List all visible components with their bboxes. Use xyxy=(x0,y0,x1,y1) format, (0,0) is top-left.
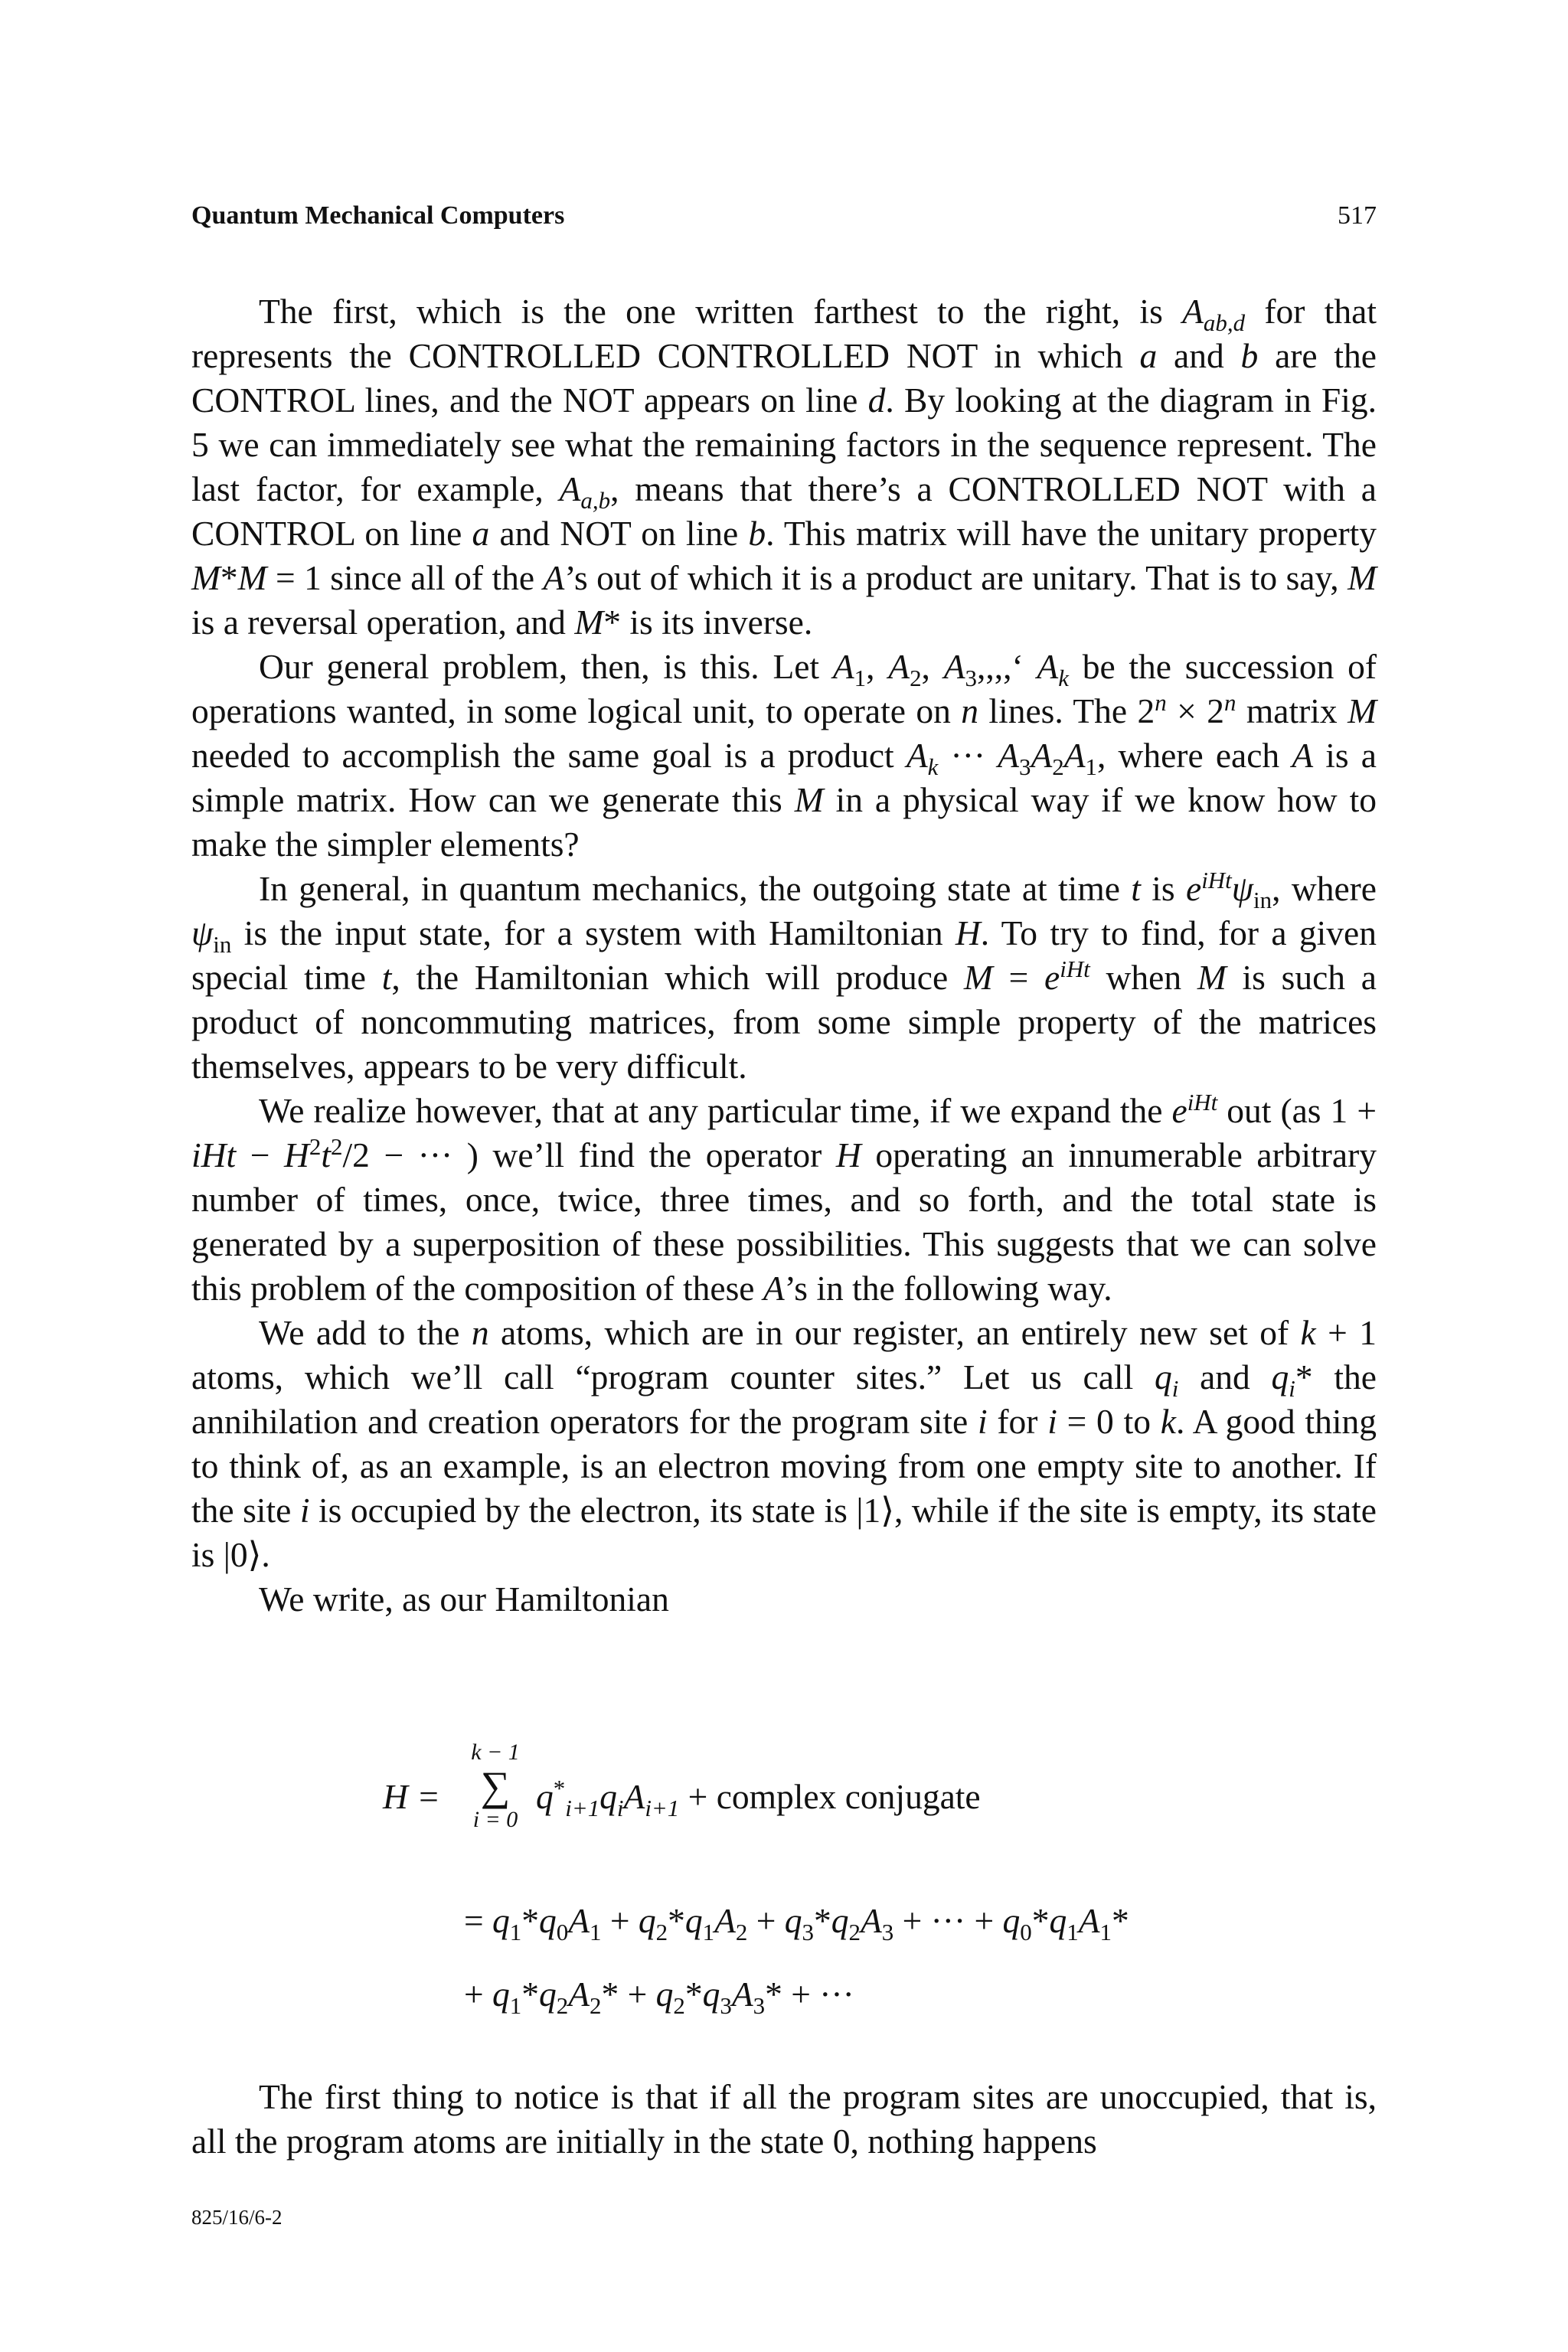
equation-lhs: H = xyxy=(383,1777,440,1816)
running-title: Quantum Mechanical Computers xyxy=(191,201,565,230)
closing-paragraph: The first thing to notice is that if all the program sites are unoccupied, that is, all the program atoms are initially in the state 0, nothing happens xyxy=(191,2077,1377,2161)
paragraph-2: Our general problem, then, is this. Let $A_1$, $A_2$, $A_3,,,,‘$ $A_k$ be the succession of operations wanted, in some logical unit, to operate on n lines. The $2^n \times 2^n$ matrix M needed to accomplish the same goal is a product $A_k$ ··· $A_3A_2A_1$, where each A is a simple matrix. How can we generate this M in a physical way if we know how to make the simpler elements? xyxy=(191,647,1377,864)
page-number: 517 xyxy=(1338,201,1377,230)
sigma-symbol: ∑ xyxy=(480,1763,511,1809)
paragraph-3: In general, in quantum mechanics, the outgoing state at time t is $e^{iHt}\psi_{in}$, where $\psi_{in}$ is the input state, for a system with Hamiltonian H. To try to find, for a given special time t, the Hamiltonian which will produce $M = e^{iHt}$ when M is such a product of noncommuting matrices, from some simple property of the matrices themselves, appears to be very difficult. xyxy=(191,866,1377,1086)
summation-lower-limit: i = 0 xyxy=(472,1807,518,1832)
body-text xyxy=(191,289,1377,1622)
paragraph-4: We realize however, that at any particular time, if we expand the $e^{iHt}$ out (as 1 + iHt − $H^2t^2/2$ − ··· ) we’ll find the operator H operating an innumerable arbitrary number of times, once, twice, three times, and so forth, and the total state is generated by a superposition of these possibilities. This suggests that we can solve this problem of the composition of these A’s in the following way. xyxy=(191,1088,1377,1308)
equation-sum-term: $q^*_{i+1}q_iA_{i+1}$ + complex conjugate xyxy=(536,1774,981,1822)
paragraph-1: The first, which is the one written farthest to the right, is $A_{ab,d}$ for that represents the CONTROLLED CONTROLLED NOT in which a and b are the CONTROL lines, and the NOT appears on line d. By looking at the diagram in Fig. 5 we can immediately see what the remaining factors in the sequence represent. The last factor, for example, $A_{a,b}$, means that there’s a CONTROLLED NOT with a CONTROL on line a and NOT on line b. This matrix will have the unitary property M*M = 1 since all of the A’s out of which it is a product are unitary. That is to say, M is a reversal operation, and M* is its inverse. xyxy=(191,292,1377,642)
closing-text xyxy=(191,2075,1377,2164)
summation-sign xyxy=(469,1740,522,1833)
footer-code: 825/16/6-2 xyxy=(191,2206,283,2229)
paragraph-6: We write, as our Hamiltonian xyxy=(259,1579,669,1619)
hamiltonian-equation xyxy=(0,1732,1568,1862)
paragraph-5: We add to the n atoms, which are in our register, an entirely new set of k + 1 atoms, which we’ll call “program counter sites.” Let us call $q_i$ and $q_i*$ the annihilation and creation operators for the program site i for i = 0 to k. A good thing to think of, as an example, is an electron moving from one empty site to another. If the site i is occupied by the electron, its state is |1⟩, while if the site is empty, its state is |0⟩. xyxy=(191,1313,1377,1574)
summation-upper-limit: k − 1 xyxy=(471,1740,520,1765)
